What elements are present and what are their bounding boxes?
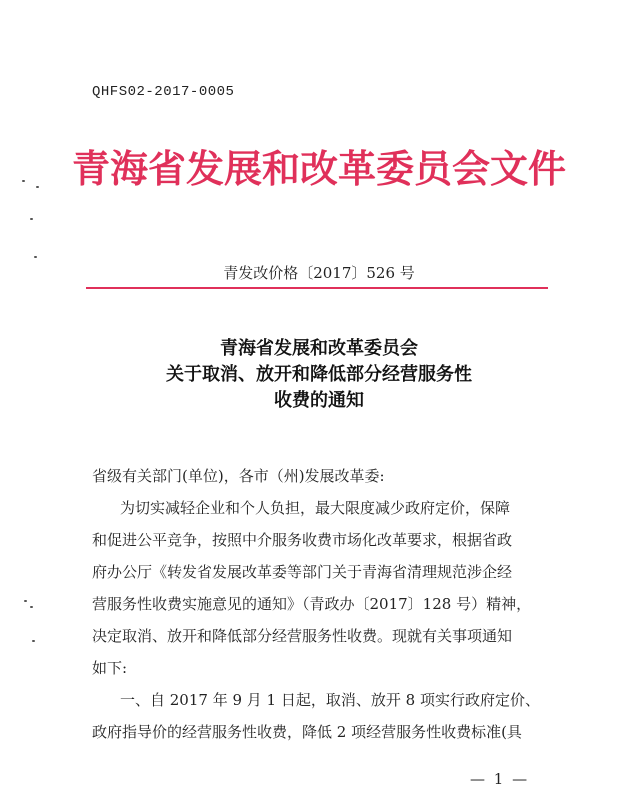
scan-speck (22, 180, 25, 182)
scan-speck (34, 256, 37, 258)
title-line-3: 收费的通知 (274, 390, 364, 411)
document-body (92, 460, 562, 748)
scan-speck (30, 606, 33, 608)
paragraph-2-line-2: 政府指导价的经营服务性收费，降低 2 项经营服务性收费标准(具 (92, 723, 522, 741)
scan-speck (24, 600, 27, 602)
document-number: 青发改价格〔2017〕526 号 (223, 264, 415, 282)
paragraph-1-line-4: 营服务性收费实施意见的通知》（青政办〔2017〕128 号）精神， (92, 595, 532, 613)
document-id: QHFS02-2017-0005 (92, 84, 235, 100)
paragraph-1-line-2: 和促进公平竞争，按照中介服务收费市场化改革要求，根据省政 (92, 531, 513, 549)
page-number: — 1 — (470, 770, 530, 788)
scan-speck (32, 640, 35, 642)
paragraph-2-line-1: 一、自 2017 年 9 月 1 日起，取消、放开 8 项实行政府定价、 (120, 691, 540, 709)
paragraph-1-line-3: 府办公厅《转发省发展改革委等部门关于青海省清理规范涉企经 (92, 563, 513, 581)
title-line-1: 青海省发展和改革委员会 (220, 338, 418, 359)
paragraph-1-line-6: 如下: (92, 659, 128, 677)
salutation: 省级有关部门(单位)，各市（州)发展改革委: (92, 467, 385, 485)
paragraph-1-line-5: 决定取消、放开和降低部分经营服务性收费。现就有关事项通知 (92, 627, 513, 645)
red-divider (86, 287, 548, 289)
scan-speck (36, 186, 39, 188)
document-title (0, 336, 638, 414)
paragraph-1-line-1: 为切实减轻企业和个人负担，最大限度减少政府定价，保障 (120, 499, 511, 517)
agency-title: 青海省发展和改革委员会文件 (71, 146, 566, 191)
title-line-2: 关于取消、放开和降低部分经营服务性 (166, 364, 472, 385)
scan-speck (30, 218, 33, 220)
